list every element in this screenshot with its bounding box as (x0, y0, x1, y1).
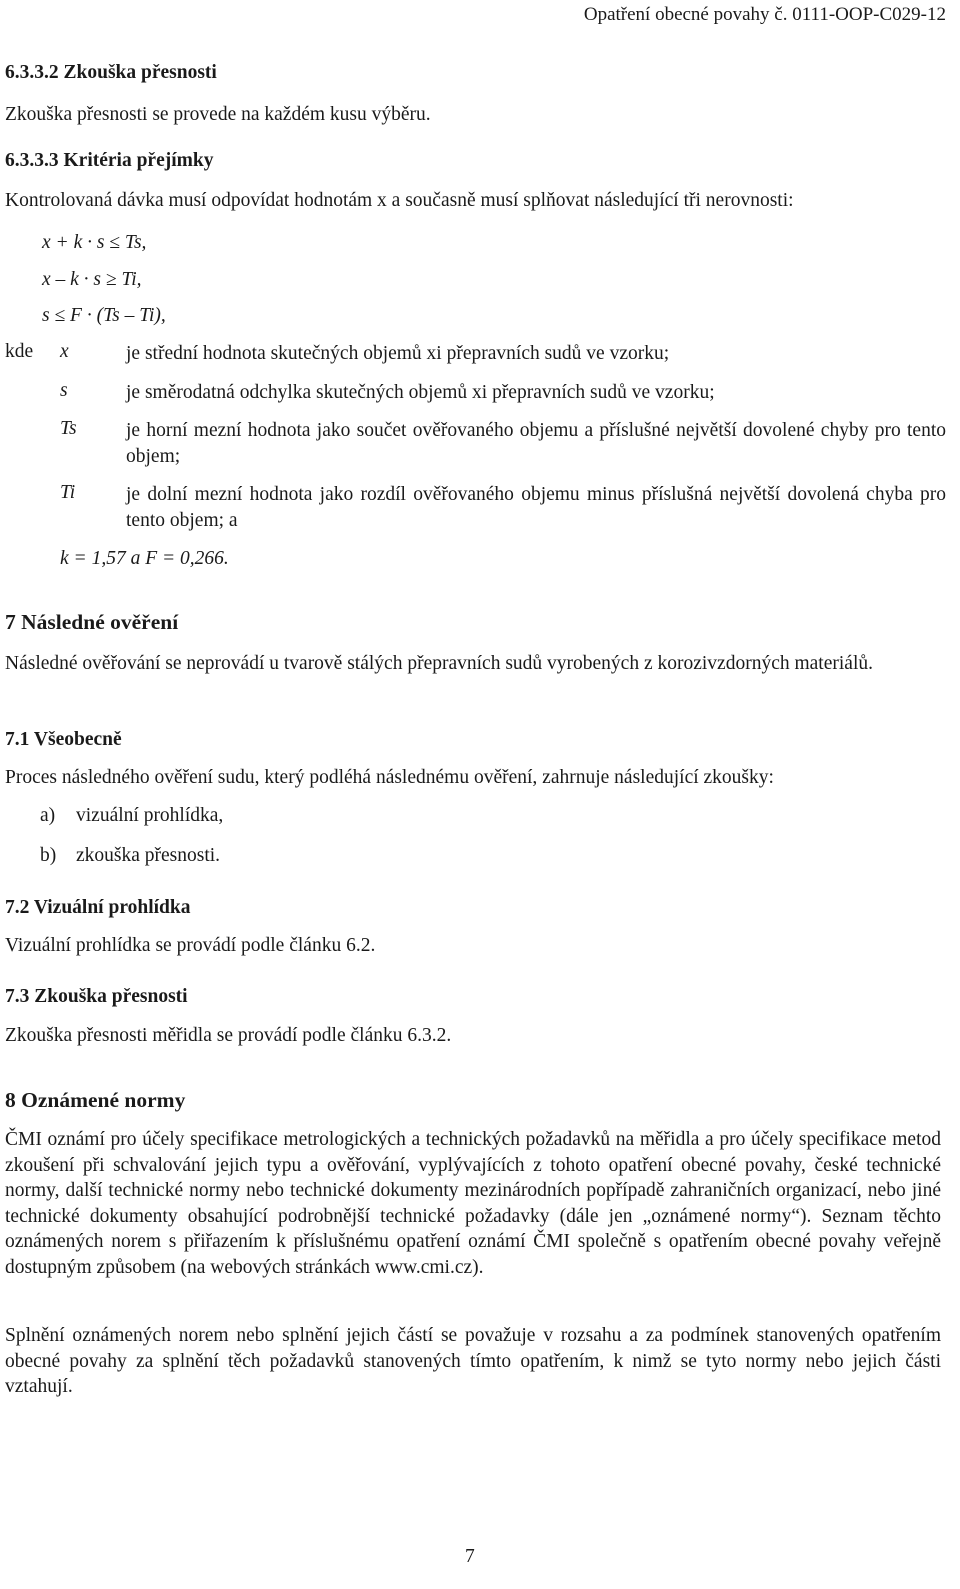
heading-7-2: 7.2 Vizuální prohlídka (5, 897, 191, 918)
definition-text-ts: je horní mezní hodnota jako součet ověřovaného objemu a příslušné největší dovolené chyby pro tento objem; (126, 420, 946, 467)
paragraph-7-2: Vizuální prohlídka se provádí podle článku 6.2. (5, 935, 376, 956)
definition-symbol-x: x (60, 341, 69, 362)
paragraph-7: Následné ověřování se neprovádí u tvarově stálých přepravních sudů vyrobených z korozivzdorných materiálů. (5, 653, 873, 674)
definition-text-ti: je dolní mezní hodnota jako rozdíl ověřovaného objemu minus příslušná největší dovolená chyba pro tento objem; a (126, 484, 946, 531)
inequality-3: s ≤ F · (Ts – Ti), (42, 305, 166, 326)
where-label: kde (5, 341, 34, 362)
definition-symbol-ti: Ti (60, 482, 76, 503)
paragraph-8-2: Splnění oznámených norem nebo splnění jejich částí se považuje v rozsahu a za podmínek stanovených opatřením obecné povahy za splnění těch požadavků stanovených tímto opatřením, k nimž se tyto normy nebo jejich části vztahují. (5, 1325, 941, 1398)
paragraph-6-3-3-3-intro: Kontrolovaná dávka musí odpovídat hodnotám x a současně musí splňovat následující tři nerovnosti: (5, 190, 794, 211)
list-marker-b: b) (40, 845, 57, 866)
definition-symbol-ts: Ts (60, 418, 77, 439)
heading-8: 8 Oznámené normy (5, 1088, 186, 1112)
constants-line: k = 1,57 a F = 0,266. (60, 548, 229, 569)
heading-6-3-3-2: 6.3.3.2 Zkouška přesnosti (5, 62, 217, 83)
inequality-1: x + k · s ≤ Ts, (42, 232, 147, 253)
paragraph-7-3: Zkouška přesnosti měřidla se provádí podle článku 6.3.2. (5, 1025, 452, 1046)
paragraph-6-3-3-2: Zkouška přesnosti se provede na každém kusu výběru. (5, 104, 431, 125)
definition-text-x: je střední hodnota skutečných objemů xi přepravních sudů ve vzorku; (126, 343, 670, 364)
definition-text-s: je směrodatná odchylka skutečných objemů xi přepravních sudů ve vzorku; (126, 382, 715, 403)
heading-7-3: 7.3 Zkouška přesnosti (5, 986, 188, 1007)
heading-7-1: 7.1 Všeobecně (5, 729, 122, 750)
document-id: Opatření obecné povahy č. 0111-OOP-C029-12 (583, 4, 946, 25)
definition-symbol-s: s (60, 380, 68, 401)
list-item-b: zkouška přesnosti. (76, 845, 221, 866)
heading-7: 7 Následné ověření (5, 610, 179, 634)
inequality-2: x – k · s ≥ Ti, (42, 269, 142, 290)
paragraph-7-1: Proces následného ověření sudu, který podléhá následnému ověření, zahrnuje následující zkoušky: (5, 767, 774, 788)
page-number: 7 (465, 1546, 475, 1567)
heading-6-3-3-3: 6.3.3.3 Kritéria přejímky (5, 150, 214, 171)
list-marker-a: a) (40, 805, 56, 826)
list-item-a: vizuální prohlídka, (76, 805, 224, 826)
paragraph-8-1: ČMI oznámí pro účely specifikace metrologických a technických požadavků na měřidla a pro účely specifikace metod zkoušení při schvalování jejich typu a ověřování, vyplývajících z tohoto opatření obecné povahy, české technické normy, další technické normy nebo technické dokumenty mezinárodních popřípadě zahraničních organizací, nebo jiné technické dokumenty obsahující podrobnější technické požadavky (dále jen „oznámené normy“). Seznam těchto oznámených norem s přiřazením k příslušnému opatření oznámí ČMI společně s opatřením obecné povahy veřejně dostupným způsobem (na webových stránkách www.cmi.cz). (5, 1129, 941, 1278)
